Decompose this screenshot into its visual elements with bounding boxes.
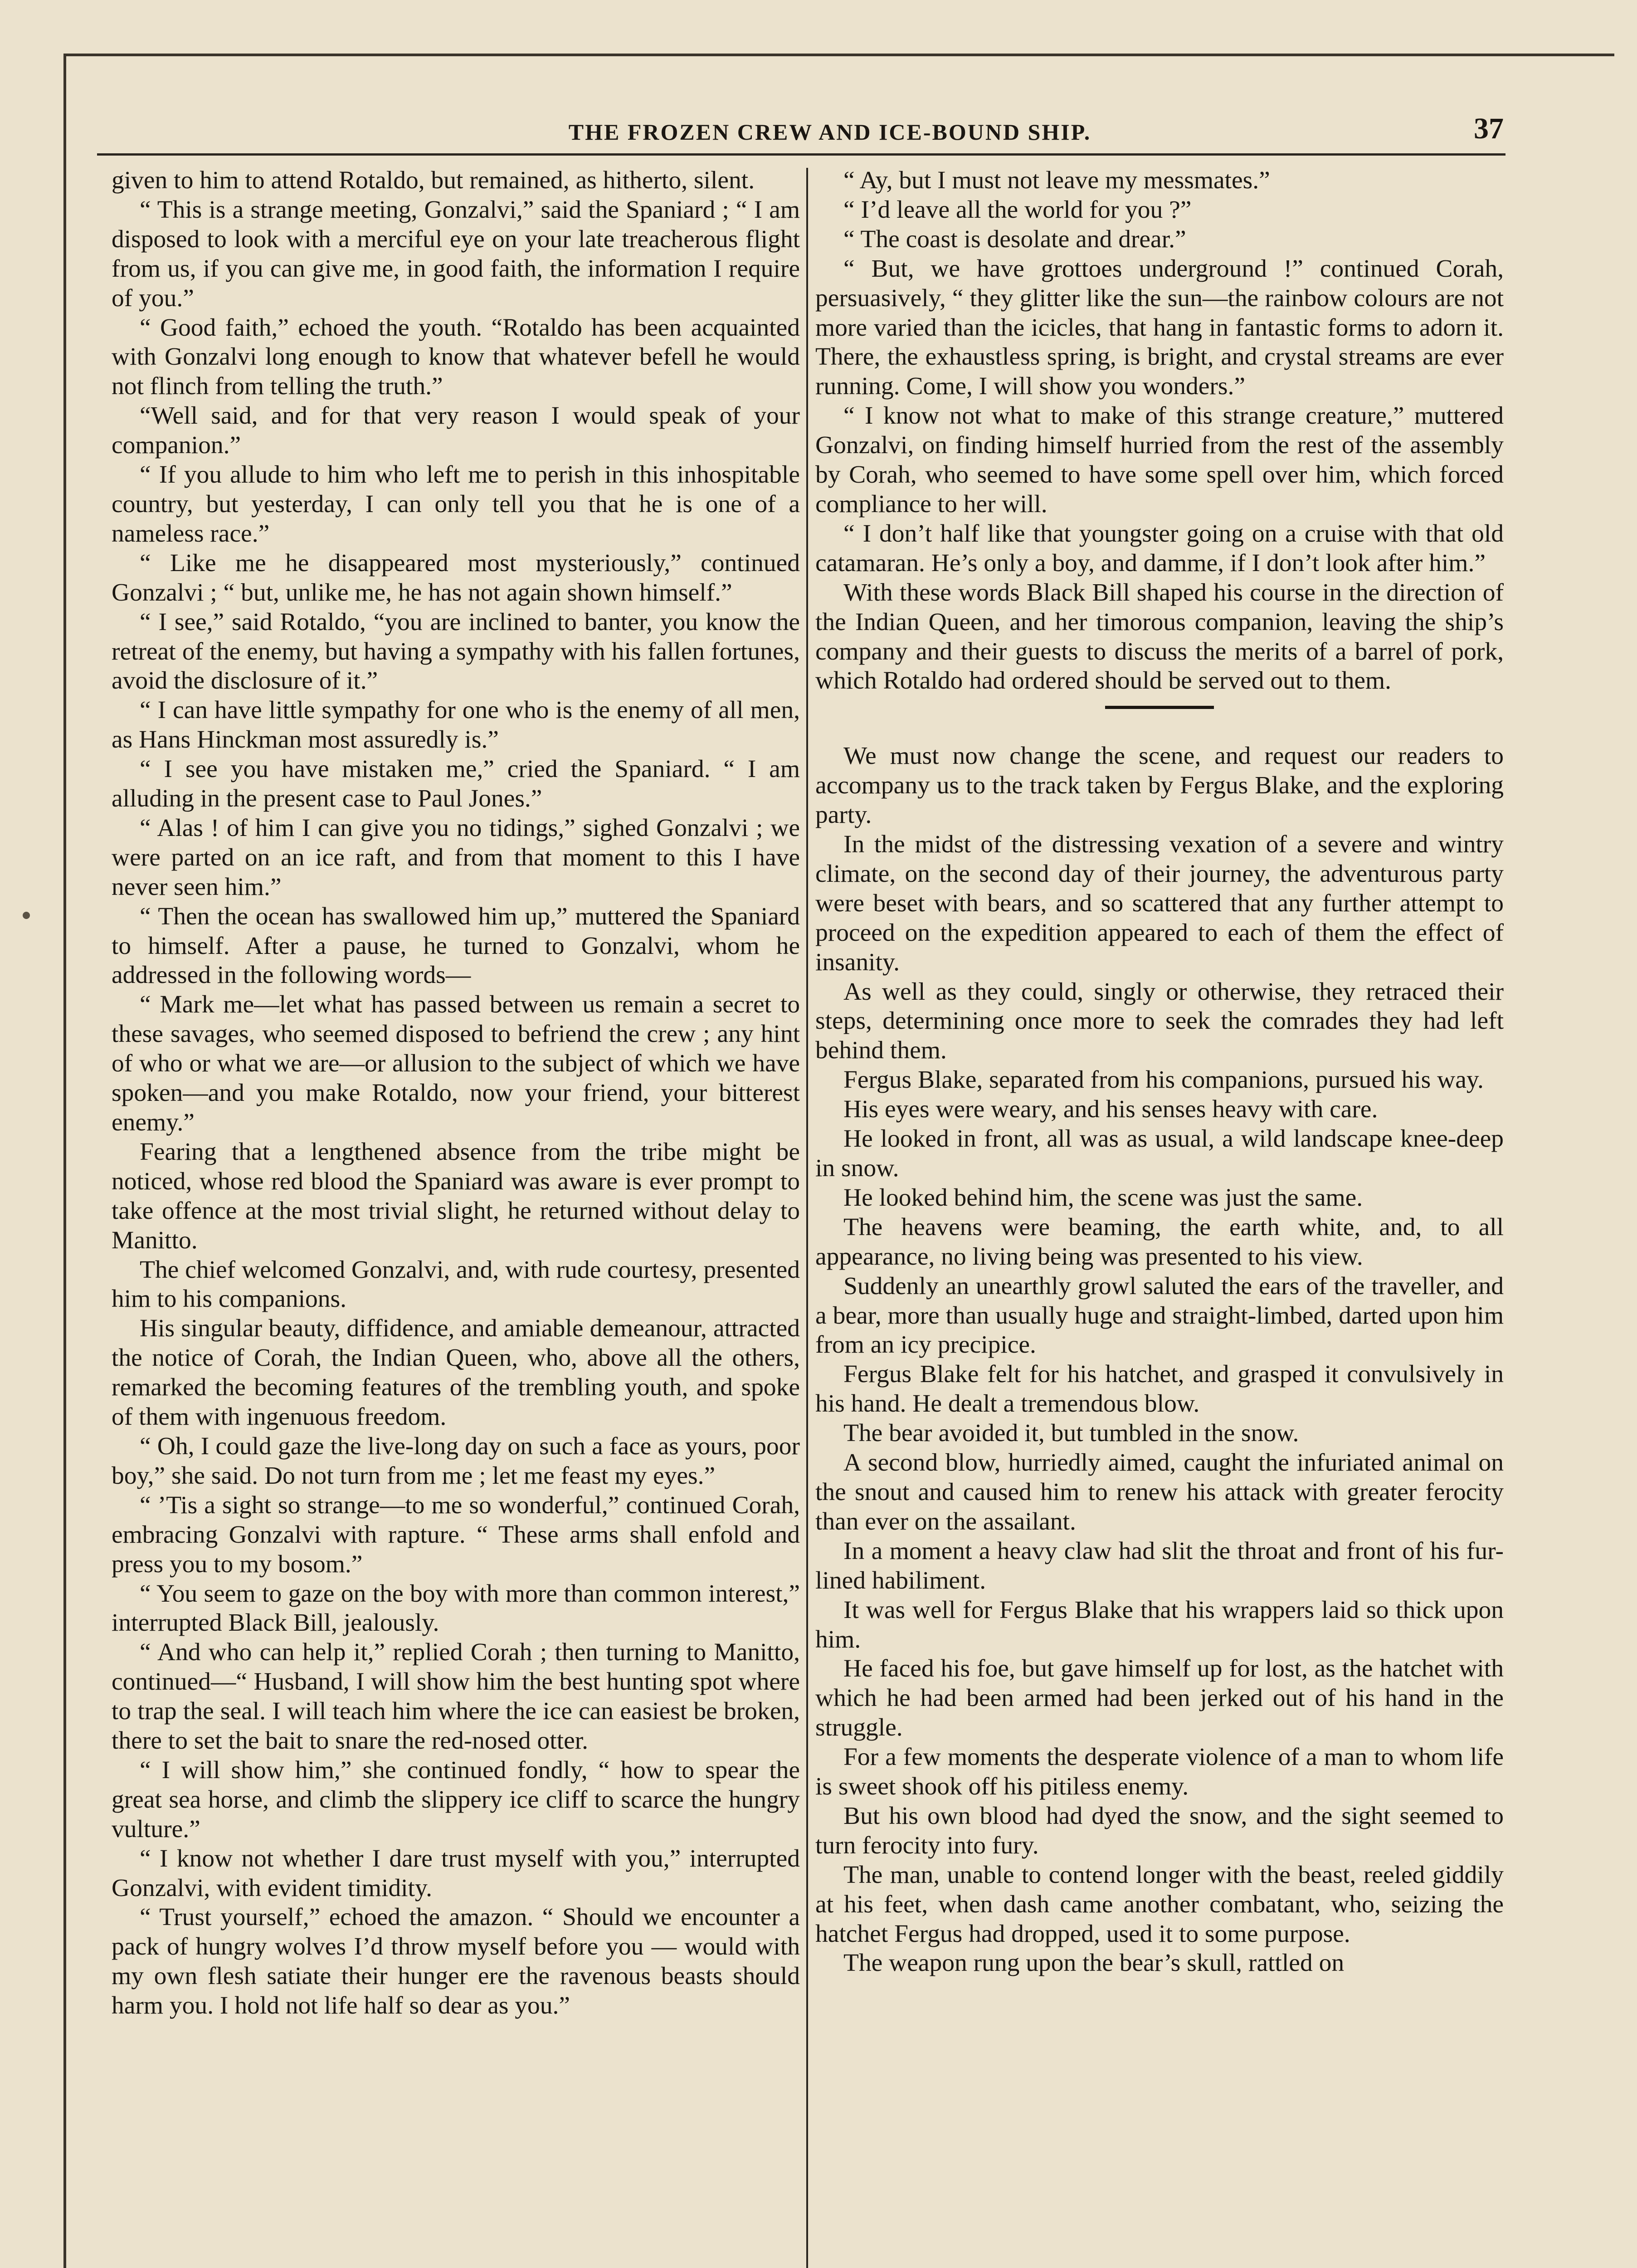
paragraph: The heavens were beaming, the earth white, and, to all appearance, no living being was presented to his view.: [815, 1213, 1504, 1271]
paragraph: His singular beauty, diffidence, and amiable demeanour, attracted the notice of Corah, the Indian Queen, who, above all the others, remarked the becoming features of the trembling youth, and spoke of them with ingenuous freedom.: [112, 1315, 800, 1431]
paragraph: “ Ay, but I must not leave my messmates.”: [843, 166, 1270, 194]
paragraph: “Well said, and for that very reason I would speak of your companion.”: [112, 402, 800, 459]
paragraph: In the midst of the distressing vexation of a severe and wintry climate, on the second day of their journey, the adventurous party were beset with bears, and so scattered that any further attempt to proceed on the expedition appeared to each of them the effect of insanity.: [815, 831, 1504, 976]
paragraph: “ I don’t half like that youngster going on a cruise with that old catamaran. He’s only a boy, and damme, if I don’t look after him.”: [815, 519, 1504, 577]
paragraph: It was well for Fergus Blake that his wrappers laid so thick upon him.: [815, 1596, 1504, 1653]
right-column-part-2: [815, 742, 1504, 1978]
paragraph: He faced his foe, but gave himself up for lost, as the hatchet with which he had been armed had been jerked out of his hand in the struggle.: [815, 1655, 1504, 1742]
paragraph: “ Trust yourself,” echoed the amazon. “ Should we encounter a pack of hungry wolves I’d throw myself before you — would with my own flesh satiate their hunger ere the ravenous beasts should harm you. I hold not life half so dear as you.”: [112, 1903, 800, 2020]
paragraph: “ This is a strange meeting, Gonzalvi,” said the Spaniard ; “ I am disposed to look with a merciful eye on your late treacherous flight from us, if you can give me, in good faith, the information I require of you.”: [112, 196, 800, 312]
left-column: [112, 166, 800, 2021]
paragraph: The weapon rung upon the bear’s skull, rattled on: [843, 1949, 1345, 1977]
paragraph: As well as they could, singly or otherwise, they retraced their steps, determining once more to seek the comrades they had left behind them.: [815, 978, 1504, 1065]
paragraph: His eyes were weary, and his senses heavy with care.: [843, 1095, 1378, 1124]
paragraph: “ I will show him,” she continued fondly, “ how to spear the great sea horse, and climb the slippery ice cliff to scarce the hungry vulture.”: [112, 1756, 800, 1843]
paragraph: We must now change the scene, and request our readers to accompany us to the track taken by Fergus Blake, and the exploring party.: [815, 742, 1504, 829]
paragraph: Fergus Blake, separated from his companions, pursued his way.: [843, 1066, 1484, 1094]
paragraph: The man, unable to contend longer with the beast, reeled giddily at his feet, when dash came another combatant, who, seizing the hatchet Fergus had dropped, used it to some purpose.: [815, 1861, 1504, 1948]
paragraph: “ Mark me—let what has passed between us remain a secret to these savages, who seemed disposed to befriend the crew ; any hint of who or what we are—or allusion to the subject of which we have spoken—and you make Rotaldo, now your friend, your bitterest enemy.”: [112, 991, 800, 1136]
page-number: 37: [1474, 112, 1504, 145]
paragraph: “ Alas ! of him I can give you no tidings,” sighed Gonzalvi ; we were parted on an ice raft, and from that moment to this I have never seen him.”: [112, 814, 800, 901]
paragraph: “ I know not whether I dare trust myself with you,” interrupted Gonzalvi, with evident timidity.: [112, 1844, 800, 1902]
column-divider: [806, 168, 808, 2268]
paragraph: “ The coast is desolate and drear.”: [843, 225, 1186, 253]
paragraph: Suddenly an unearthly growl saluted the ears of the traveller, and a bear, more than usually huge and straight-limbed, darted upon him from an icy precipice.: [815, 1272, 1504, 1359]
paragraph: With these words Black Bill shaped his course in the direction of the Indian Queen, and her timorous companion, leaving the ship’s company and their guests to discuss the merits of a barrel of pork, which Rotaldo had ordered should be served out to them.: [815, 578, 1504, 695]
paragraph: given to him to attend Rotaldo, but remained, as hitherto, silent.: [112, 166, 755, 194]
header-rule: [97, 153, 1505, 156]
paragraph: “ And who can help it,” replied Corah ; then turning to Manitto, continued—“ Husband, I will show him the best hunting spot where to trap the seal. I will teach him where the ice can easiest be broken, there to set the bait to snare the red-nosed otter.: [112, 1638, 800, 1755]
paragraph: “ If you allude to him who left me to perish in this inhospitable country, but yesterday, I can only tell you that he is one of a nameless race.”: [112, 461, 800, 547]
paragraph: He looked behind him, the scene was just the same.: [843, 1183, 1363, 1212]
running-title: THE FROZEN CREW AND ICE-BOUND SHIP.: [568, 119, 1091, 145]
section-break-rule: [1105, 706, 1214, 709]
paragraph: He looked in front, all was as usual, a wild landscape knee-deep in snow.: [815, 1125, 1504, 1182]
paragraph: But his own blood had dyed the snow, and the sight seemed to turn ferocity into fury.: [815, 1802, 1504, 1859]
paragraph: For a few moments the desperate violence of a man to whom life is sweet shook off his pitiless enemy.: [815, 1743, 1504, 1801]
ink-speck: [23, 912, 30, 919]
paragraph: “ Then the ocean has swallowed him up,” muttered the Spaniard to himself. After a pause, he turned to Gonzalvi, whom he addressed in the following words—: [112, 902, 800, 989]
paragraph: “ Like me he disappeared most mysteriously,” continued Gonzalvi ; “ but, unlike me, he has not again shown himself.”: [112, 549, 800, 606]
right-column-part-1: [815, 166, 1504, 696]
paragraph: “ Good faith,” echoed the youth. “Rotaldo has been acquainted with Gonzalvi long enough to know that whatever befell he would not flinch from telling the truth.”: [112, 313, 800, 401]
right-column: [815, 166, 1504, 1978]
paragraph: “ I see you have mistaken me,” cried the Spaniard. “ I am alluding in the present case to Paul Jones.”: [112, 755, 800, 813]
paragraph: In a moment a heavy claw had slit the throat and front of his fur-lined habiliment.: [815, 1537, 1504, 1594]
paragraph: “ I’d leave all the world for you ?”: [843, 196, 1192, 224]
paragraph: “ But, we have grottoes underground !” continued Corah, persuasively, “ they glitter like the sun—the rainbow colours are not more varied than the icicles, that hang in fantastic forms to adorn it. There, the exhaustless spring, is bright, and crystal streams are ever running. Come, I will show you wonders.”: [815, 254, 1504, 401]
paragraph: “ ’Tis a sight so strange—to me so wonderful,” continued Corah, embracing Gonzalvi with rapture. “ These arms shall enfold and press you to my bosom.”: [112, 1491, 800, 1578]
paragraph: A second blow, hurriedly aimed, caught the infuriated animal on the snout and caused him to renew his attack with greater ferocity than ever on the assailant.: [815, 1449, 1504, 1535]
paragraph: “ You seem to gaze on the boy with more than common interest,” interrupted Black Bill, jealously.: [112, 1579, 800, 1637]
paragraph: “ I know not what to make of this strange creature,” muttered Gonzalvi, on finding himself hurried from the rest of the assembly by Corah, who seemed to have some spell over him, which forced compliance to her will.: [815, 402, 1504, 518]
paragraph: Fergus Blake felt for his hatchet, and grasped it convulsively in his hand. He dealt a tremendous blow.: [815, 1360, 1504, 1418]
paragraph: “ I see,” said Rotaldo, “you are inclined to banter, you know the retreat of the enemy, but having a sympathy with his fallen fortunes, avoid the disclosure of it.”: [112, 608, 800, 695]
paragraph: Fearing that a lengthened absence from the tribe might be noticed, whose red blood the Spaniard was aware is ever prompt to take offence at the most trivial slight, he returned without delay to Manitto.: [112, 1138, 800, 1254]
paragraph: “ Oh, I could gaze the live-long day on such a face as yours, poor boy,” she said. Do not turn from me ; let me feast my eyes.”: [112, 1432, 800, 1490]
paragraph: “ I can have little sympathy for one who is the enemy of all men, as Hans Hinckman most assuredly is.”: [112, 696, 800, 754]
paragraph: The bear avoided it, but tumbled in the snow.: [843, 1419, 1299, 1447]
paragraph: The chief welcomed Gonzalvi, and, with rude courtesy, presented him to his companions.: [112, 1256, 800, 1313]
